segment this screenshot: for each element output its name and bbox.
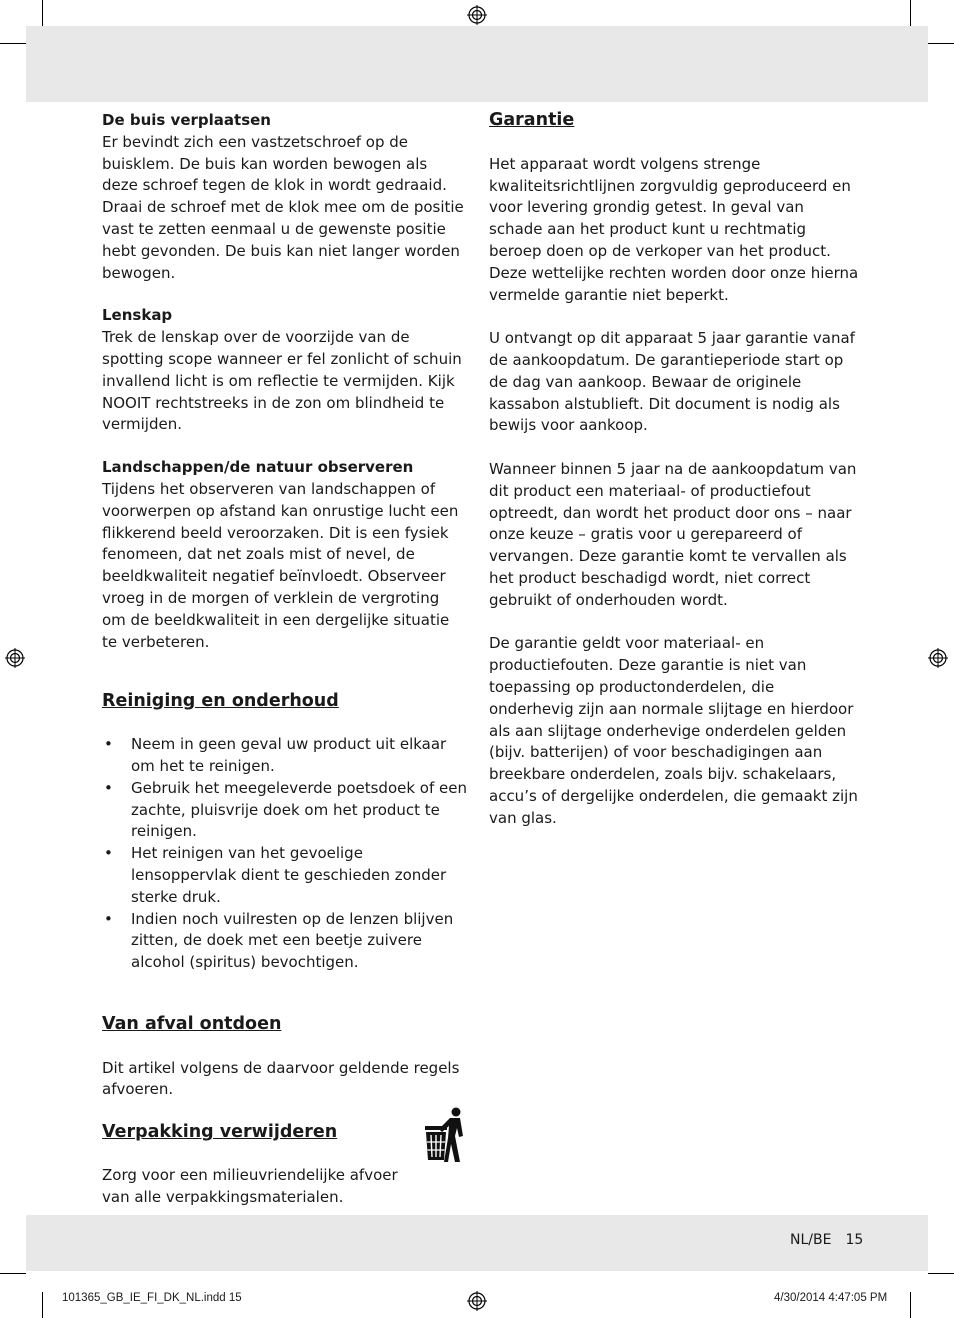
right-column [489, 110, 859, 830]
footer-filename: 101365_GB_IE_FI_DK_NL.indd 15 [62, 1292, 242, 1304]
crop-mark [42, 1292, 43, 1318]
section-title-landscapes: Landschappen/de natuur observeren [102, 458, 414, 477]
registration-mark-icon [5, 648, 25, 668]
list-item: • Het reinigen van het gevoelige lensoppervlak dient te geschieden zonder sterke druk. [102, 843, 467, 908]
cleaning-list [102, 734, 467, 974]
section-title-lens-cap: Lenskap [102, 306, 173, 325]
registration-mark-icon [467, 1291, 487, 1311]
list-item: • Gebruik het meegeleverde poetsdoek of een zachte, pluisvrije doek om het product te reinigen. [102, 778, 467, 843]
heading-disposal: Van afval ontdoen [102, 1013, 282, 1034]
header-band [26, 26, 928, 102]
crop-mark [0, 43, 26, 44]
list-item: • Neem in geen geval uw product uit elkaar om het te reinigen. [102, 734, 467, 778]
registration-mark-icon [467, 5, 487, 25]
left-column [102, 110, 467, 1209]
crop-mark [928, 1273, 954, 1274]
page-number-value: 15 [845, 1232, 864, 1248]
paragraph-packaging: Zorg voor een milieuvriendelijke afvoer van alle verpakkingsmaterialen. [102, 1166, 398, 1206]
heading-cleaning: Reiniging en onderhoud [102, 691, 339, 712]
heading-warranty: Garantie [489, 110, 575, 130]
footer-datetime: 4/30/2014 4:47:05 PM [774, 1292, 888, 1304]
page-language: NL/BE [790, 1232, 832, 1248]
section-title-move-tube: De buis verplaatsen [102, 111, 271, 129]
page-number [790, 1232, 863, 1248]
paragraph-move-tube: Er bevindt zich een vastzetschroef op de buisklem. De buis kan worden bewogen als deze schroef tegen de klok in wordt gedraaid. Draai de schroef met de klok mee om de positie vast te zetten eenmaal u de gewenste positie hebt gevonden. De buis kan niet langer worden bewogen. [102, 132, 464, 282]
trash-bin-person-icon [420, 1106, 468, 1164]
crop-mark [42, 0, 43, 26]
heading-packaging: Verpakking verwijderen [102, 1122, 338, 1143]
crop-mark [928, 43, 954, 44]
crop-mark [0, 1273, 26, 1274]
warranty-paragraph-1: Het apparaat wordt volgens strenge kwaliteitsrichtlijnen zorgvuldig geproduceerd en voor levering grondig getest. In geval van schade aan het product kunt u rechtmatig beroep doen op de verkoper van het product. Deze wettelijke rechten worden door onze hierna vermelde garantie niet beperkt. [489, 154, 859, 304]
crop-mark [910, 0, 911, 26]
paragraph-landscapes: Tijdens het observeren van landschappen of voorwerpen op afstand kan onrustige lucht een flikkerend beeld veroorzaken. Dit is een fysiek fenomeen, dat net zoals mist of nevel, de beeldkwaliteit negatief beïnvloedt. Observeer vroeg in de morgen of verklein de vergroting om de beeldkwaliteit in een dergelijke situatie te verbeteren. [102, 479, 459, 651]
warranty-paragraph-2: U ontvangt op dit apparaat 5 jaar garantie vanaf de aankoopdatum. De garantieperiode start op de dag van aankoop. Bewaar de originele kassabon alstublieft. Dit document is nodig als bewijs voor aankoop. [489, 329, 855, 435]
warranty-paragraph-3: Wanneer binnen 5 jaar na de aankoopdatum van dit product een materiaal- of productiefout optreedt, dan wordt het product door ons – naar onze keuze – gratis voor u gerepareerd of vervangen. Deze garantie komt te vervallen als het product beschadigd wordt, niet correct gebruikt of onderhouden wordt. [489, 459, 857, 609]
crop-mark [910, 1292, 911, 1318]
registration-mark-icon [928, 648, 948, 668]
list-item: • Indien noch vuilresten op de lenzen blijven zitten, de doek met een beetje zuivere alcohol (spiritus) bevochtigen. [102, 909, 467, 974]
paragraph-disposal: Dit artikel volgens de daarvoor geldende regels afvoeren. [102, 1058, 460, 1099]
warranty-paragraph-4: De garantie geldt voor materiaal- en productiefouten. Deze garantie is niet van toepassing op productonderdelen, die onderhevig zijn aan normale slijtage en hierdoor als aan slijtage onderhevige onderdelen gelden (bijv. batterijen) of voor beschadigingen aan breekbare onderdelen, zoals bijv. schakelaars, accu’s of dergelijke onderdelen, die gemaakt zijn van glas. [489, 634, 858, 827]
paragraph-lens-cap: Trek de lenskap over de voorzijde van de spotting scope wanneer er fel zonlicht of schuin invallend licht is om reflectie te vermijden. Kijk NOOIT rechtstreeks in de zon om blindheid te vermijden. [102, 328, 462, 434]
